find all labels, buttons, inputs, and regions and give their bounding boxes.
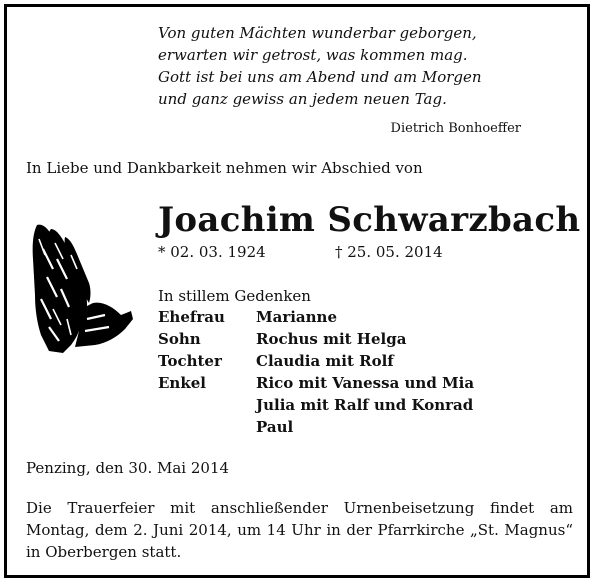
poem-line: Gott ist bei uns am Abend und am Morgen <box>158 68 482 86</box>
birth-date: * 02. 03. 1924 <box>158 243 266 261</box>
list-item <box>158 350 474 372</box>
mourner-names: Rochus mit Helga <box>256 330 407 348</box>
funeral-details: Die Trauerfeier mit anschließender Urnenbeisetzung findet am Montag, dem 2. Juni 2014, um 14 Uhr in der Pfarrkirche „St. Magnus“ in Oberbergen statt. <box>26 499 573 561</box>
life-dates <box>158 243 443 261</box>
list-item <box>158 328 474 350</box>
poem-author: Dietrich Bonhoeffer <box>390 121 521 136</box>
praying-hands-icon <box>27 219 137 359</box>
poem-line: erwarten wir getrost, was kommen mag. <box>158 46 468 64</box>
mourner-names-continued: Paul <box>256 418 294 436</box>
intro-text: In Liebe und Dankbarkeit nehmen wir Abschied von <box>26 159 423 177</box>
mourner-names-continued: Julia mit Ralf und Konrad <box>256 396 474 414</box>
mourner-names: Rico mit Vanessa und Mia <box>256 374 475 392</box>
poem-line: Von guten Mächten wunderbar geborgen, <box>158 24 477 42</box>
place-date: Penzing, den 30. Mai 2014 <box>26 459 230 477</box>
death-date: † 25. 05. 2014 <box>335 243 443 261</box>
list-item <box>158 306 474 328</box>
relation-label: Enkel <box>158 374 206 392</box>
relation-label: Ehefrau <box>158 308 225 326</box>
relation-label: Tochter <box>158 352 222 370</box>
list-item <box>158 372 474 394</box>
mourners-heading: In stillem Gedenken <box>158 287 311 305</box>
mourner-names: Marianne <box>256 308 337 326</box>
deceased-name: Joachim Schwarzbach <box>158 200 581 240</box>
mourners-list <box>158 306 474 438</box>
poem-line: und ganz gewiss an jedem neuen Tag. <box>158 90 447 108</box>
mourner-names: Claudia mit Rolf <box>256 352 394 370</box>
obituary-notice <box>4 4 590 578</box>
poem-quote <box>158 22 558 110</box>
relation-label: Sohn <box>158 330 201 348</box>
